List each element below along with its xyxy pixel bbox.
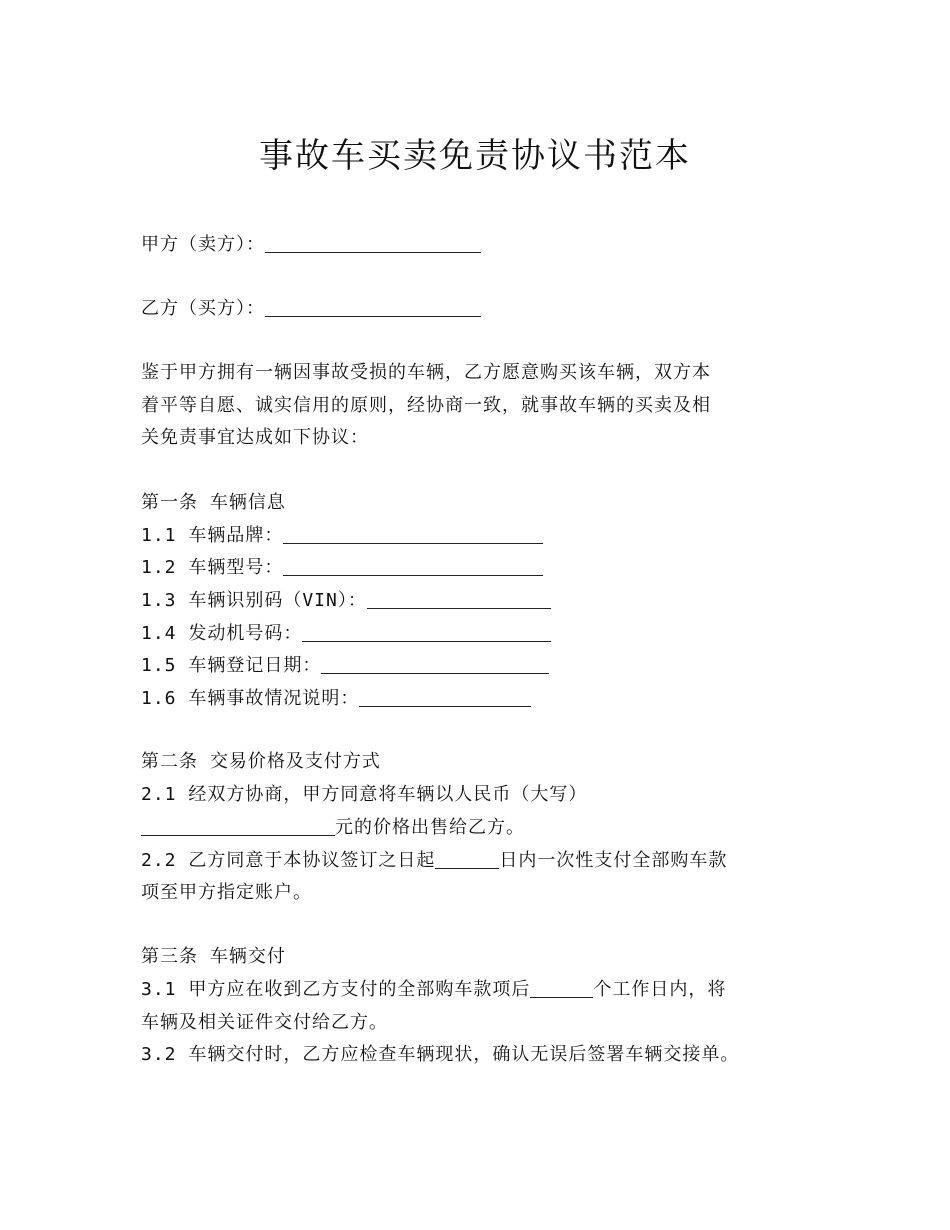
payment-prefix: 2.2 乙方同意于本协议签订之日起 (141, 850, 436, 871)
document-title: 事故车买卖免责协议书范本 (259, 136, 691, 176)
item-label: 1.2 车辆型号： (141, 557, 284, 578)
party-a-label: 甲方（卖方）： (141, 234, 265, 255)
item-blank (283, 523, 543, 544)
price-blank (141, 815, 335, 836)
item-label: 1.3 车辆识别码（VIN）： (141, 590, 367, 611)
party-b-label: 乙方（买方）： (141, 298, 265, 319)
party-b-blank (265, 296, 481, 317)
article-2-p1-line-2 (141, 812, 525, 844)
article-2-p2-line-1 (141, 845, 727, 877)
payment-suffix: 日内一次性支付全部购车款 (499, 850, 728, 871)
delivery-days-blank (530, 977, 593, 998)
item-label: 1.1 车辆品牌： (141, 525, 284, 546)
price-suffix: 元的价格出售给乙方。 (335, 817, 525, 838)
payment-days-blank (435, 848, 499, 869)
item-label: 1.4 发动机号码： (141, 623, 303, 644)
article-3-p1-line-2: 车辆及相关证件交付给乙方。 (141, 1012, 388, 1033)
item-blank (283, 555, 543, 576)
item-blank (367, 588, 551, 609)
article-1-item (141, 585, 551, 617)
item-blank (321, 653, 549, 674)
party-a-blank (265, 232, 481, 253)
item-label: 1.6 车辆事故情况说明： (141, 688, 360, 709)
item-blank (359, 686, 531, 707)
preamble-line-3: 关免责事宜达成如下协议： (141, 427, 369, 448)
delivery-prefix: 3.1 甲方应在收到乙方支付的全部购车款项后 (141, 979, 531, 1000)
delivery-suffix: 个工作日内，将 (593, 979, 727, 1000)
preamble-line-2: 着平等自愿、诚实信用的原则，经协商一致，就事故车辆的买卖及相 (141, 395, 711, 416)
article-2-p2-line-2: 项至甲方指定账户。 (141, 882, 312, 903)
item-label: 1.5 车辆登记日期： (141, 655, 322, 676)
preamble-line-1: 鉴于甲方拥有一辆因事故受损的车辆，乙方愿意购买该车辆，双方本 (141, 362, 711, 383)
article-3-p2: 3.2 车辆交付时，乙方应检查车辆现状，确认无误后签署车辆交接单。 (141, 1044, 740, 1065)
article-1-item (141, 650, 549, 682)
article-3-p1-line-1 (141, 974, 726, 1006)
party-a-line (141, 229, 481, 261)
article-1-item (141, 618, 551, 650)
article-1-item (141, 520, 543, 552)
article-2-p1-line-1: 2.1 经双方协商，甲方同意将车辆以人民币（大写） (141, 784, 588, 805)
party-b-line (141, 293, 481, 325)
article-2-heading: 第二条 交易价格及支付方式 (141, 751, 381, 772)
article-3-heading: 第三条 车辆交付 (141, 946, 286, 967)
item-blank (302, 621, 551, 642)
article-1-item (141, 552, 543, 584)
article-1-heading: 第一条 车辆信息 (141, 492, 286, 513)
article-1-item (141, 683, 531, 715)
